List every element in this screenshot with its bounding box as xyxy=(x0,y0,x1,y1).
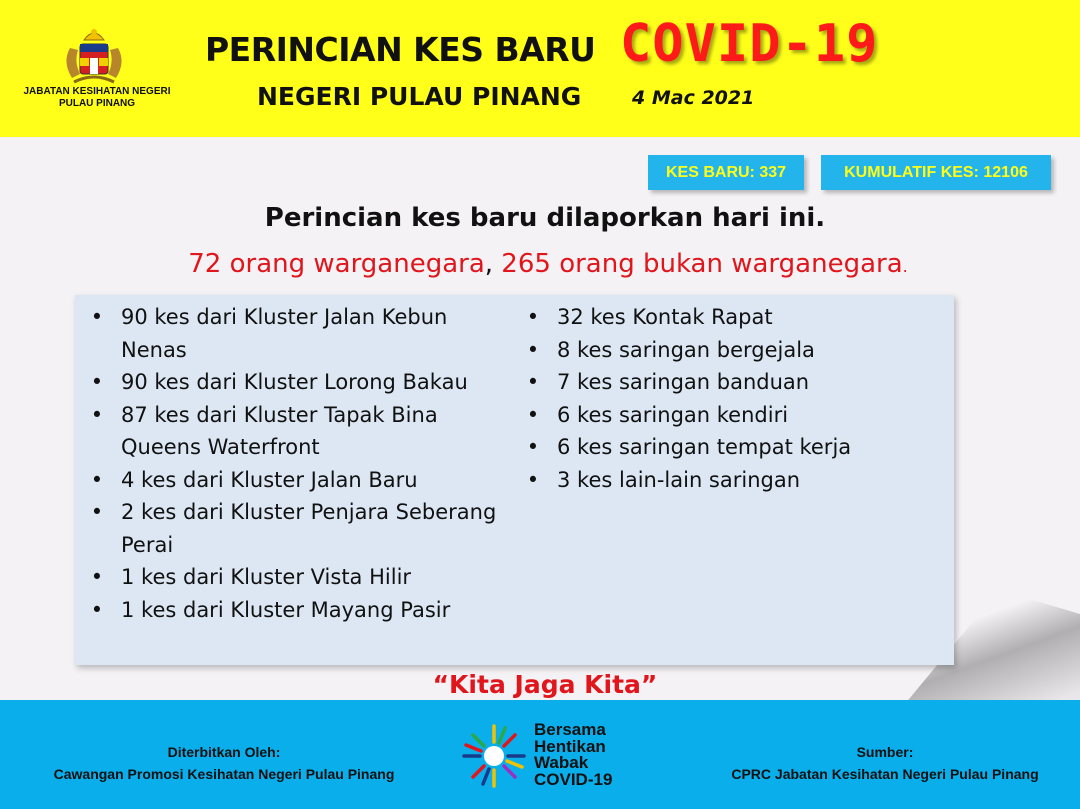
list-item: • 87 kes dari Kluster Tapak Bina Queens Waterfront xyxy=(87,399,517,464)
list-item: • 6 kes saringan tempat kerja xyxy=(523,431,943,464)
list-item: • 32 kes Kontak Rapat xyxy=(523,301,943,334)
bullet-glyph: • xyxy=(526,435,540,459)
bullet-glyph: • xyxy=(526,370,540,394)
publisher-name: Cawangan Promosi Kesihatan Negeri Pulau Pinang xyxy=(53,766,395,782)
bullet-glyph: • xyxy=(90,370,104,394)
bullet-glyph: • xyxy=(90,597,104,622)
coat-of-arms-icon xyxy=(56,22,132,88)
source-label: Sumber: xyxy=(856,744,914,760)
bullet-glyph: • xyxy=(526,305,540,329)
bullet-glyph: • xyxy=(526,467,540,492)
summary-headline: Perincian kes baru dilaporkan hari ini. xyxy=(264,203,826,233)
bullet-glyph: • xyxy=(526,337,540,362)
state-subtitle: NEGERI PULAU PINANG xyxy=(257,82,582,111)
list-item: • 1 kes dari Kluster Vista Hilir xyxy=(87,561,517,594)
source-name: CPRC Jabatan Kesihatan Negeri Pulau Pinang xyxy=(731,766,1039,782)
cluster-list xyxy=(87,301,517,626)
cumulative-cases-badge: KUMULATIF KES: 12106 xyxy=(821,155,1051,190)
bullet-glyph: • xyxy=(90,467,104,492)
agency-name: JABATAN KESIHATAN NEGERI PULAU PINANG xyxy=(23,86,171,109)
list-item: • 90 kes dari Kluster Lorong Bakau xyxy=(87,366,517,399)
covid-title: COVID-19 xyxy=(620,14,879,74)
source-info xyxy=(700,741,1070,785)
bullet-glyph: • xyxy=(90,402,104,427)
bullet-glyph: • xyxy=(90,500,104,524)
list-item: • 8 kes saringan bergejala xyxy=(523,334,943,367)
header-banner xyxy=(0,0,1080,137)
virus-ring-logo-icon xyxy=(456,716,536,796)
breakdown-separator: , xyxy=(484,249,494,279)
publisher-info xyxy=(0,741,448,785)
nationality-breakdown xyxy=(0,249,1080,279)
list-item: • 6 kes saringan kendiri xyxy=(523,399,943,432)
list-item: • 7 kes saringan banduan xyxy=(523,366,943,399)
citizens-count: 72 orang warganegara xyxy=(188,249,485,279)
report-date: 4 Mac 2021 xyxy=(632,87,755,109)
new-cases-badge: KES BARU: 337 xyxy=(648,155,804,190)
bullet-glyph: • xyxy=(90,305,104,329)
non-citizens-count: 265 orang bukan warganegara xyxy=(493,249,903,279)
footer-banner xyxy=(0,700,1080,809)
bullet-glyph: • xyxy=(90,565,104,589)
page-title: PERINCIAN KES BARU xyxy=(205,30,596,69)
list-item: • 1 kes dari Kluster Mayang Pasir xyxy=(87,594,517,627)
publisher-label: Diterbitkan Oleh: xyxy=(167,744,281,760)
screening-list xyxy=(523,301,943,496)
campaign-logo xyxy=(456,716,646,804)
list-item: • 4 kes dari Kluster Jalan Baru xyxy=(87,464,517,497)
slogan: “Kita Jaga Kita” xyxy=(432,670,658,699)
list-item: • 90 kes dari Kluster Jalan Kebun Nenas xyxy=(87,301,517,366)
case-details-box xyxy=(75,295,954,665)
breakdown-period: . xyxy=(902,257,908,276)
bullet-glyph: • xyxy=(526,402,540,427)
list-item: • 2 kes dari Kluster Penjara Seberang Perai xyxy=(87,496,517,561)
list-item: • 3 kes lain-lain saringan xyxy=(523,464,943,497)
campaign-text: Bersama Hentikan Wabak COVID-19 xyxy=(534,720,613,789)
